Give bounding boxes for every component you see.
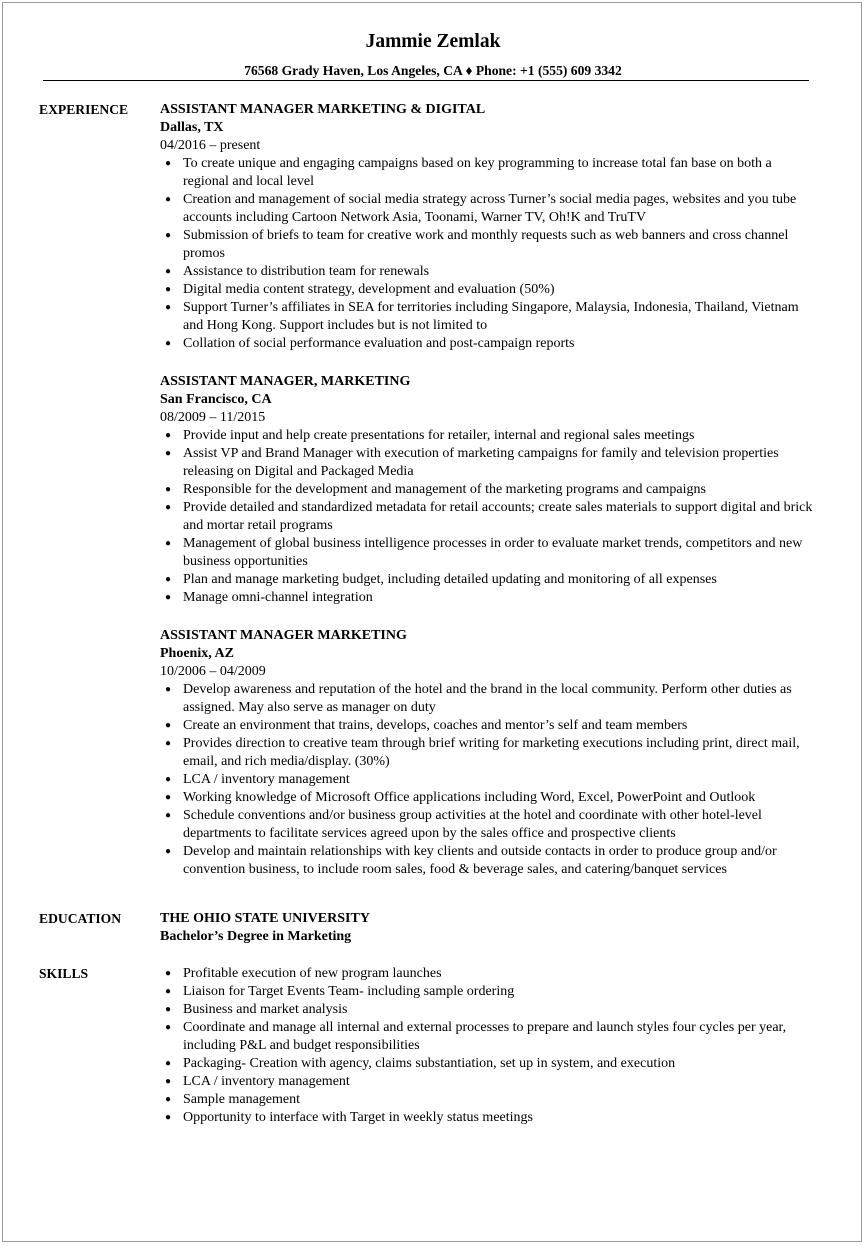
job-entry [160,101,820,353]
section-label-experience: EXPERIENCE [39,102,129,117]
bullet-text: Provides direction to creative team through brief writing for marketing executions including print, direct mail, email, and rich media/display. (30%) [183,736,800,769]
bullet-icon: ● [165,1076,172,1087]
bullet-text: Develop and maintain relationships with key clients and outside contacts in order to produce group and/or convention business, to include room sales, food & beverage sales, and catering/banquet services [183,844,777,877]
bullet-icon: ● [165,338,172,349]
bullet-icon: ● [165,810,172,821]
bullet-icon: ● [165,158,172,169]
bullet-text: Digital media content strategy, development and evaluation (50%) [183,282,555,297]
bullet-icon: ● [165,1112,172,1123]
bullet-text: Assistance to distribution team for renewals [183,264,430,279]
bullet-item [160,227,820,263]
section-label-education: EDUCATION [39,911,122,926]
skill-text: Liaison for Target Events Team- including sample ordering [183,984,515,999]
bullet-icon: ● [165,302,172,313]
bullet-text: Management of global business intelligence processes in order to evaluate market trends, competitors and new business opportunities [183,536,803,569]
job-bullets [160,681,820,879]
bullet-text: Collation of social performance evaluation and post-campaign reports [183,336,575,351]
bullet-icon: ● [165,792,172,803]
header-divider [43,80,809,81]
bullet-text: Responsible for the development and management of the marketing programs and campaigns [183,482,706,497]
bullet-icon: ● [165,230,172,241]
bullet-text: Assist VP and Brand Manager with execution of marketing campaigns for family and television properties releasing on Digital and Packaged Media [183,446,779,479]
bullet-text: LCA / inventory management [183,772,350,787]
bullet-text: Creation and management of social media strategy across Turner’s social media pages, websites and you tube accounts including Cartoon Network Asia, Toonami, Warner TV, Oh!K and TruTV [183,192,797,225]
bullet-icon: ● [165,684,172,695]
bullet-text: Support Turner’s affiliates in SEA for territories including Singapore, Malaysia, Indonesia, Thailand, Vietnam and Hong Kong. Support includes but is not limited to [183,300,799,333]
bullet-item [160,771,820,789]
experience-body [160,101,820,899]
bullet-item [160,281,820,299]
job-title: ASSISTANT MANAGER MARKETING & DIGITAL [160,102,486,117]
bullet-icon: ● [165,592,172,603]
skills-list [160,965,820,1127]
bullet-item [160,717,820,735]
skill-item [160,1109,820,1127]
bullet-text: Develop awareness and reputation of the hotel and the brand in the local community. Perform other duties as assigned. May also serve as manager on duty [183,682,792,715]
job-location: Phoenix, AZ [160,646,234,661]
bullet-text: Schedule conventions and/or business group activities at the hotel and coordinate with other hotel-level departments to facilitate services agreed upon by the sales office and prospective clients [183,808,762,841]
bullet-text: Provide detailed and standardized metadata for retail accounts; create sales materials to support digital and brick and mortar retail programs [183,500,813,533]
job-dates: 10/2006 – 04/2009 [160,664,266,679]
school-name: THE OHIO STATE UNIVERSITY [160,911,370,926]
bullet-text: Plan and manage marketing budget, including detailed updating and monitoring of all expenses [183,572,717,587]
job-dates: 08/2009 – 11/2015 [160,410,266,425]
bullet-item [160,335,820,353]
bullet-item [160,499,820,535]
bullet-item [160,681,820,717]
bullet-icon: ● [165,194,172,205]
job-entry [160,627,820,879]
degree-name: Bachelor’s Degree in Marketing [160,929,352,944]
skill-item [160,1019,820,1055]
bullet-icon: ● [165,448,172,459]
skill-item [160,965,820,983]
bullet-icon: ● [165,968,172,979]
bullet-text: Provide input and help create presentations for retailer, internal and regional sales meetings [183,428,695,443]
bullet-item [160,571,820,589]
bullet-text: Submission of briefs to team for creative work and monthly requests such as web banners and cross channel promos [183,228,789,261]
bullet-item [160,807,820,843]
bullet-icon: ● [165,574,172,585]
bullet-icon: ● [165,846,172,857]
skill-text: Opportunity to interface with Target in weekly status meetings [183,1110,533,1125]
bullet-icon: ● [165,484,172,495]
skill-item [160,1091,820,1109]
skill-item [160,1055,820,1073]
job-location: Dallas, TX [160,120,224,135]
bullet-item [160,843,820,879]
bullet-icon: ● [165,738,172,749]
bullet-item [160,155,820,191]
job-bullets [160,427,820,607]
bullet-icon: ● [165,538,172,549]
bullet-icon: ● [165,1004,172,1015]
job-dates: 04/2016 – present [160,138,261,153]
bullet-item [160,735,820,771]
candidate-name: Jammie Zemlak [365,31,501,52]
bullet-icon: ● [165,1058,172,1069]
bullet-text: Create an environment that trains, develops, coaches and mentor’s self and team members [183,718,688,733]
bullet-item [160,263,820,281]
bullet-icon: ● [165,774,172,785]
bullet-item [160,445,820,481]
skill-text: Profitable execution of new program launches [183,966,442,981]
section-label-skills: SKILLS [39,966,89,981]
bullet-icon: ● [165,720,172,731]
skill-text: LCA / inventory management [183,1074,350,1089]
bullet-text: Working knowledge of Microsoft Office applications including Word, Excel, PowerPoint and Outlook [183,790,756,805]
bullet-icon: ● [165,284,172,295]
bullet-icon: ● [165,1022,172,1033]
education-body [160,910,820,946]
skill-item [160,983,820,1001]
bullet-icon: ● [165,1094,172,1105]
skill-text: Sample management [183,1092,301,1107]
skill-text: Business and market analysis [183,1002,348,1017]
skill-item [160,1001,820,1019]
bullet-icon: ● [165,986,172,997]
job-title: ASSISTANT MANAGER, MARKETING [160,374,411,389]
skill-text: Packaging- Creation with agency, claims substantiation, set up in system, and execution [183,1056,676,1071]
job-location: San Francisco, CA [160,392,272,407]
job-bullets [160,155,820,353]
bullet-item [160,481,820,499]
bullet-icon: ● [165,266,172,277]
bullet-item [160,427,820,445]
bullet-item [160,299,820,335]
skill-item [160,1073,820,1091]
job-title: ASSISTANT MANAGER MARKETING [160,628,407,643]
bullet-item [160,535,820,571]
job-entry [160,373,820,607]
bullet-icon: ● [165,502,172,513]
bullet-text: Manage omni-channel integration [183,590,373,605]
bullet-text: To create unique and engaging campaigns based on key programming to increase total fan base on both a regional and local level [183,156,772,189]
bullet-icon: ● [165,430,172,441]
bullet-item [160,789,820,807]
skill-text: Coordinate and manage all internal and external processes to prepare and launch styles four cycles per year, including P&L and budget responsibilities [183,1020,787,1053]
bullet-item [160,191,820,227]
contact-line: 76568 Grady Haven, Los Angeles, CA ♦ Phone: +1 (555) 609 3342 [244,63,622,78]
bullet-item [160,589,820,607]
skills-body [160,965,820,1127]
